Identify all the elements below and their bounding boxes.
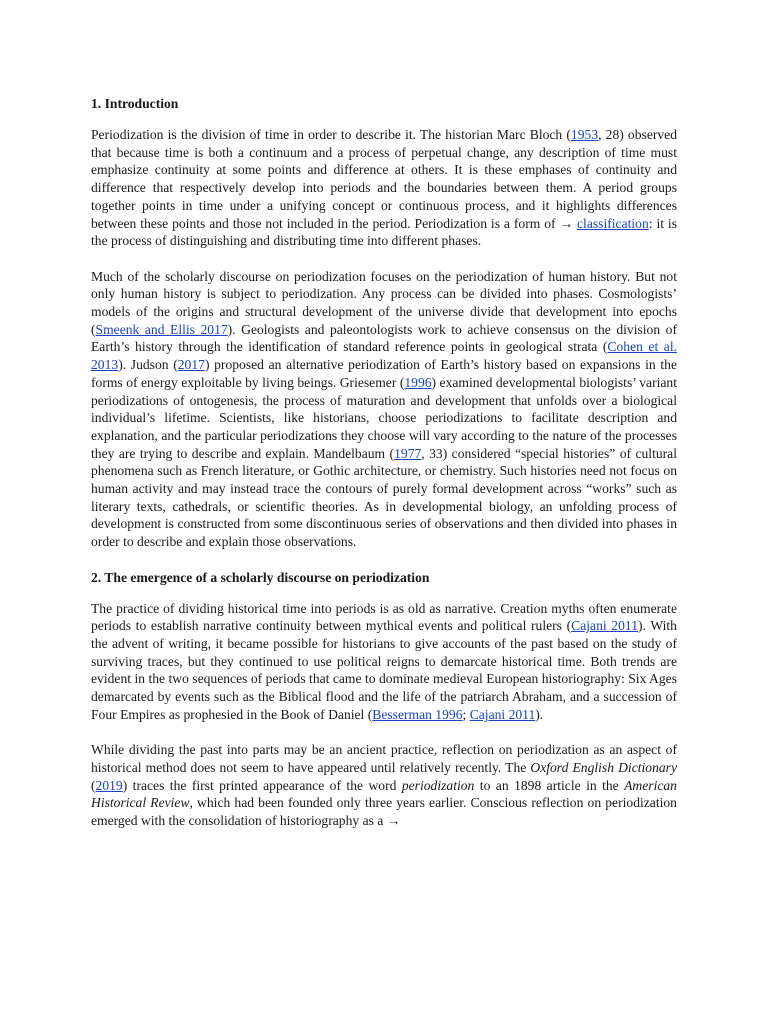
citation-link-smeenk-ellis-2017[interactable]: Smeenk and Ellis 2017	[95, 321, 228, 337]
paragraph-emergence-1: The practice of dividing historical time into periods is as old as narrative. Creation myths often enumerate periods to establish narrative continuity between mythical events and political rulers (Cajani 2011). With the advent of writing, it became possible for historians to give accounts of the past based on the study of surviving traces, but they continued to use political reigns to demarcate historical time. Both trends are evident in the two sequences of periods that came to dominate medieval European historiography: Six Ages demarcated by events such as the Biblical flood and the life of the patriarch Abraham, and a succession of Four Empires as prophesied in the Book of Daniel (Besserman 1996; Cajani 2011).	[91, 600, 677, 722]
link-classification[interactable]: classification	[577, 215, 649, 231]
citation-link-bloch-1953[interactable]: 1953	[570, 127, 599, 142]
heading-emergence: 2. The emergence of a scholarly discourse on periodization	[91, 569, 430, 585]
title-oed: Oxford English Dictionary	[530, 759, 677, 775]
citation-link-griesemer-1996[interactable]: 1996	[404, 374, 432, 390]
citation-link-oed-2019[interactable]: 2019	[95, 777, 123, 793]
citation-link-mandelbaum-1977[interactable]: 1977	[394, 445, 422, 461]
paragraph-emergence-2: While dividing the past into parts may be an ancient practice, reflection on periodization as an aspect of historical method does not seem to have appeared until relatively recently. The Oxford English Dictionary (2019) traces the first printed appearance of the word periodization to an 1898 article in the American Historical Review, which had been founded only three years earlier. Conscious reflection on periodization emerged with the consolidation of historiography as a →	[91, 742, 677, 828]
citation-link-cajani-2011-b[interactable]: Cajani 2011	[469, 706, 536, 722]
citation-link-cohen-2013[interactable]: Cohen et al. 2013	[91, 339, 677, 373]
citation-link-judson-2017[interactable]: 2017	[177, 357, 205, 373]
citation-link-besserman-1996[interactable]: Besserman 1996	[372, 706, 463, 722]
citation-link-cajani-2011[interactable]: Cajani 2011	[571, 618, 638, 634]
term-periodization: periodization	[401, 777, 475, 793]
paragraph-intro-1: Periodization is the division of time in order to describe it. The historian Marc Bloch (1953, 28) observed that because time is both a continuum and a process of perpetual change, any description of time must emphasize continuity at some points and difference at others. It is these emphases of continuity and difference that respectively develop into periods and the boundaries between them. A period groups together points in time under a unifying concept or continuous process, and it highlights differences between these points and those not included in the period. Periodization is a form of → classification: it is the process of distinguishing and distributing time into different phases.	[91, 127, 678, 249]
title-ahr: American Historical Review	[91, 777, 677, 811]
paragraph-intro-2: Much of the scholarly discourse on periodization focuses on the periodization of human history. But not only human history is subject to periodization. Any process can be divided into phases. Cosmologists’ models of the origins and structural development of the universe divide that development into epochs (Smeenk and Ellis 2017). Geologists and paleontologists work to achieve consensus on the division of Earth’s history through the identification of standard reference points in geological strata (Cohen et al. 2013). Judson (2017) proposed an alternative periodization of Earth’s history based on expansions in the forms of energy exploitable by living beings. Griesemer (1996) examined developmental biologists’ variant periodizations of ontogenesis, the process of maturation and development that unfolds over a biological individual’s lifetime. Scientists, like historians, choose periodizations to facilitate description and explanation, and the particular periodizations they choose will vary according to the nature of the processes they are trying to describe and explain. Mandelbaum (1977, 33) considered “special histories” of cultural phenomena such as French literature, or Gothic architecture, or chemistry. Such histories need not focus on human activity and may instead trace the contours of purely formal development across “works” such as literary texts, cathedrals, or scientific theories. As in developmental biology, an unfolding process of development is constructed from some discontinuous series of observations and then divided into phases in order to describe and explain those observations.	[91, 268, 678, 550]
heading-introduction: 1. Introduction	[91, 96, 179, 111]
